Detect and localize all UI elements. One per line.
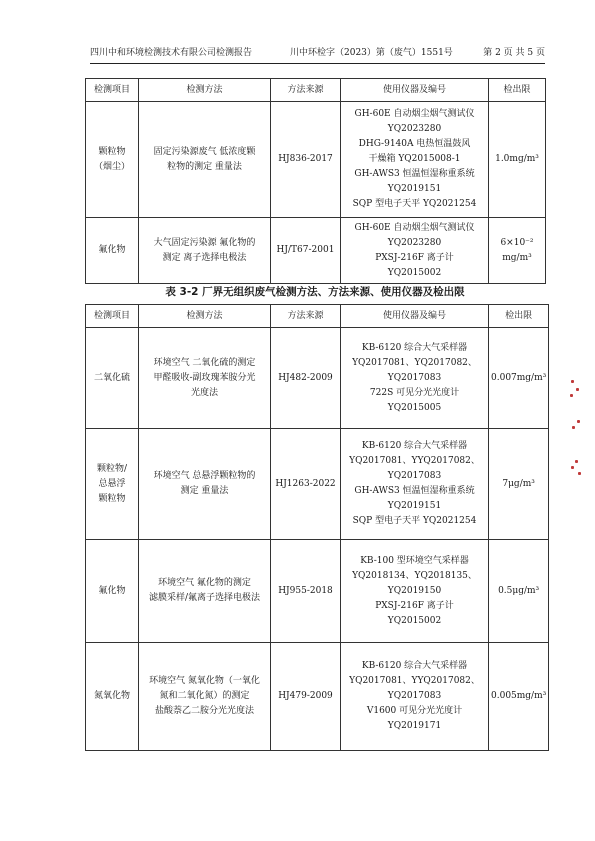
cell-text: YQ2017081、YYQ2017082、 xyxy=(349,676,480,686)
cell-limit xyxy=(489,102,546,218)
cell-method xyxy=(139,218,271,284)
cell-method xyxy=(139,102,271,218)
cell-text: DHG-9140A 电热恒温鼓风 xyxy=(358,139,471,149)
cell-limit xyxy=(489,218,546,284)
column-header: 使用仪器及编号 xyxy=(341,79,489,102)
header-org: 四川中和环境检测技术有限公司检测报告 xyxy=(90,48,253,58)
cell-text: 氮和二氧化氮）的测定 xyxy=(159,691,250,701)
cell-text: YQ2023280 xyxy=(387,124,442,134)
cell-item xyxy=(86,540,139,643)
cell-limit xyxy=(489,429,549,540)
cell-text: KB-6120 综合大气采样器 xyxy=(361,441,468,451)
cell-instruments xyxy=(341,429,489,540)
cell-item xyxy=(86,218,139,284)
cell-item xyxy=(86,328,139,429)
column-header: 方法来源 xyxy=(271,79,341,102)
cell-source: HJ1263-2022 xyxy=(271,429,341,540)
cell-instruments xyxy=(341,328,489,429)
table-row xyxy=(86,540,549,643)
cell-text: 固定污染源废气 低浓度颗 xyxy=(153,146,256,157)
cell-text: YQ2017083 xyxy=(387,372,442,383)
cell-text: SQP 型电子天平 YQ2021254 xyxy=(352,516,477,526)
column-header: 方法来源 xyxy=(271,305,341,328)
cell-item xyxy=(86,643,139,751)
cell-text: 大气固定污染源 氟化物的 xyxy=(153,237,256,248)
table-header-row xyxy=(86,305,549,328)
cell-text: YQ2019151 xyxy=(387,501,442,511)
column-header: 检测项目 xyxy=(86,305,139,328)
cell-text: 总悬浮 xyxy=(98,478,126,489)
cell-text: 0.5μg/m³ xyxy=(498,585,540,596)
cell-limit xyxy=(489,643,549,751)
cell-text: 粒物的测定 重量法 xyxy=(167,161,242,172)
table-row xyxy=(86,328,549,429)
cell-text: 测定 重量法 xyxy=(180,486,229,496)
cell-text: 0.005mg/m³ xyxy=(491,691,547,701)
table-header-row xyxy=(86,79,546,102)
cell-text: YQ2019171 xyxy=(387,721,442,731)
cell-text: YQ2023280 xyxy=(387,237,442,248)
cell-text: 光度法 xyxy=(190,387,218,398)
cell-source: HJ/T67-2001 xyxy=(271,218,341,284)
header-report-number: 川中环检字（2023）第（废气）1551号 xyxy=(290,48,453,58)
cell-item xyxy=(86,102,139,218)
cell-limit xyxy=(489,540,549,643)
cell-method xyxy=(139,643,271,751)
cell-text: 甲醛吸收-副玫瑰苯胺分光 xyxy=(153,372,256,383)
cell-text: KB-100 型环境空气采样器 xyxy=(360,555,469,566)
table-row xyxy=(86,102,546,218)
cell-source: HJ955-2018 xyxy=(271,540,341,643)
cell-text: YQ2015002 xyxy=(387,267,442,278)
cell-text: 环境空气 二氧化硫的测定 xyxy=(153,357,256,368)
column-header: 使用仪器及编号 xyxy=(341,305,489,328)
cell-text: YQ2017081、YQ2017082、 xyxy=(352,357,477,368)
cell-text: 氮氧化物 xyxy=(93,691,130,701)
cell-text: PXSJ-216F 离子计 xyxy=(375,600,454,611)
header-page-number: 第 2 页 共 5 页 xyxy=(483,48,545,58)
cell-text: GH-60E 自动烟尘烟气测试仪 xyxy=(354,109,475,119)
cell-text: YQ2018134、YQ2018135、 xyxy=(352,570,477,581)
cell-item xyxy=(86,429,139,540)
cell-text: 722S 可见分光光度计 xyxy=(369,387,460,398)
cell-text: 环境空气 氟化物的测定 xyxy=(158,578,251,588)
column-header: 检出限 xyxy=(489,79,546,102)
cell-text: V1600 可见分光光度计 xyxy=(366,706,463,716)
cell-text: 颗粒物 xyxy=(98,146,126,157)
cell-text: 7μg/m³ xyxy=(502,478,535,489)
cell-text: 6×10⁻² xyxy=(500,237,534,248)
cell-method xyxy=(139,328,271,429)
cell-source: HJ482-2009 xyxy=(271,328,341,429)
cell-text: （烟尘） xyxy=(93,161,130,172)
table-row xyxy=(86,429,549,540)
cell-text: YQ2017083 xyxy=(387,691,442,701)
cell-text: 1.0mg/m³ xyxy=(495,154,539,164)
column-header: 检出限 xyxy=(489,305,549,328)
cell-text: 盐酸萘乙二胺分光光度法 xyxy=(154,706,254,716)
cell-text: KB-6120 综合大气采样器 xyxy=(361,342,468,353)
cell-text: GH-AWS3 恒温恒湿称重系统 xyxy=(354,486,475,496)
table-exhaust-methods xyxy=(85,78,546,284)
cell-text: YQ2019151 xyxy=(387,184,442,194)
cell-method xyxy=(139,540,271,643)
cell-text: 环境空气 氮氧化物（一氧化 xyxy=(149,676,260,686)
column-header: 检测方法 xyxy=(139,305,271,328)
cell-instruments xyxy=(341,218,489,284)
cell-text: 环境空气 总悬浮颗粒物的 xyxy=(153,471,256,481)
seal-stamp-edge xyxy=(567,380,585,480)
cell-instruments xyxy=(341,102,489,218)
cell-text: 0.007mg/m³ xyxy=(491,372,547,383)
cell-text: SQP 型电子天平 YQ2021254 xyxy=(352,199,477,209)
cell-text: PXSJ-216F 离子计 xyxy=(375,252,454,263)
cell-source: HJ479-2009 xyxy=(271,643,341,751)
cell-text: YQ2017081、YYQ2017082、 xyxy=(349,456,480,466)
table-row xyxy=(86,643,549,751)
cell-text: 测定 离子选择电极法 xyxy=(162,252,247,263)
table-fugitive-methods xyxy=(85,304,549,751)
cell-instruments xyxy=(341,540,489,643)
cell-text: 二氧化硫 xyxy=(93,372,130,383)
cell-text: 颗粒物/ xyxy=(96,463,128,474)
cell-instruments xyxy=(341,643,489,751)
cell-text: YQ2017083 xyxy=(387,471,442,481)
cell-text: 滤膜采样/氟离子选择电极法 xyxy=(148,593,261,603)
cell-source: HJ836-2017 xyxy=(271,102,341,218)
cell-text: KB-6120 综合大气采样器 xyxy=(361,661,468,671)
cell-text: GH-AWS3 恒温恒湿称重系统 xyxy=(354,169,475,179)
cell-text: 氟化物 xyxy=(98,245,126,255)
cell-method xyxy=(139,429,271,540)
cell-text: 氟化物 xyxy=(98,585,126,596)
cell-text: YQ2015002 xyxy=(387,615,442,626)
cell-text: GH-60E 自动烟尘烟气测试仪 xyxy=(354,222,475,233)
cell-text: 颗粒物 xyxy=(98,493,126,504)
column-header: 检测方法 xyxy=(139,79,271,102)
cell-text: mg/m³ xyxy=(502,252,532,263)
table-caption: 表 3-2 厂界无组织废气检测方法、方法来源、使用仪器及检出限 xyxy=(165,286,465,298)
column-header: 检测项目 xyxy=(86,79,139,102)
cell-text: 干燥箱 YQ2015008-1 xyxy=(368,154,461,164)
header-divider xyxy=(90,63,545,64)
cell-text: YQ2015005 xyxy=(387,402,442,413)
table-row xyxy=(86,218,546,284)
cell-limit xyxy=(489,328,549,429)
cell-text: YQ2019150 xyxy=(387,585,442,596)
page-header xyxy=(90,46,545,60)
